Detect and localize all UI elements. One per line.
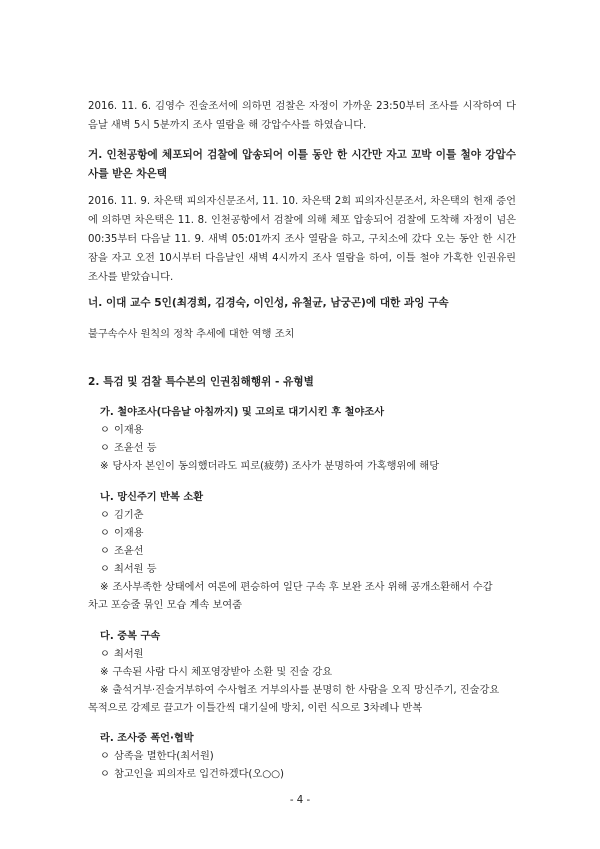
section2-heading: 2. 특검 및 검찰 특수본의 인권침해행위 - 유형별 (88, 376, 314, 388)
list-item (100, 747, 214, 766)
list-item-text: 참고인을 피의자로 입건하겠다(오○○) (114, 769, 284, 780)
section-da-heading: 다. 중복 구속 (100, 631, 161, 642)
list-item-text: 이재용 (114, 528, 144, 539)
intro-paragraph: 2016. 11. 6. 김영수 진술조서에 의하면 검찰은 자정이 가까운 23:50부터 조사를 시작하여 다음날 새벽 5시 5분까지 조사 열람을 해 강압수사를 하였습니다. (88, 101, 516, 131)
section-geo-paragraph: 2016. 11. 9. 차은택 피의자신문조서, 11. 10. 차은택 2회 피의자신문조서, 차은택의 헌재 증언에 의하면 차은택은 11. 8. 인천공항에서 검찰에 의해 체포 압송되어 검찰에 도착해 자정이 넘은 00:35부터 다음날 11. 9. 새벽 05:01까지 조사 열람을 하고, 구치소에 갔다 오는 동안 한 시간 잠을 자고 오전 10시부터 다음날인 새벽 4시까지 조사 열람을 하여, 이틀 철야 가혹한 인권유린 조사를 받았습니다. (88, 196, 516, 283)
note-mark: ※ (100, 582, 109, 593)
note-continuation: 차고 포승줄 묶인 모습 계속 보여줌 (88, 600, 242, 611)
bullet-mark: ㅇ (100, 425, 110, 436)
note-text: 출석거부·진술거부하여 수사협조 거부의사를 분명히 한 사람을 오직 망신주기, 진술강요 (112, 685, 500, 696)
bullet-mark: ㅇ (100, 443, 110, 454)
list-item (100, 439, 157, 458)
list-item (100, 645, 144, 664)
note (100, 681, 499, 700)
list-item (100, 560, 157, 579)
list-item (100, 506, 144, 525)
note (100, 663, 332, 682)
note-text: 구속된 사람 다시 체포영장받아 소환 및 진술 강요 (112, 667, 333, 678)
section-neo-heading: 너. 이대 교수 5인(최경희, 김경숙, 이인성, 유철균, 남궁곤)에 대한 과잉 구속 (88, 297, 449, 309)
list-item-text: 최서원 등 (114, 564, 157, 575)
bullet-mark: ㅇ (100, 769, 110, 780)
section-ga-heading: 가. 철야조사(다음날 아침까지) 및 고의로 대기시킨 후 철야조사 (100, 407, 385, 418)
bullet-mark: ㅇ (100, 528, 110, 539)
section-na-heading: 나. 망신주기 반복 소환 (100, 492, 204, 503)
note (100, 457, 439, 476)
note (100, 578, 493, 597)
list-item (100, 421, 144, 440)
note-mark: ※ (100, 667, 109, 678)
section-neo-paragraph: 불구속수사 원칙의 정착 추세에 대한 역행 조치 (88, 329, 295, 340)
list-item-text: 이재용 (114, 425, 144, 436)
list-item-text: 삼족을 멸한다(최서원) (114, 751, 214, 762)
list-item (100, 542, 144, 561)
note-continuation: 목적으로 강제로 끌고가 이틀간씩 대기실에 방치, 이런 식으로 3차례나 반복 (88, 703, 423, 714)
note-text: 조사부족한 상태에서 여론에 편승하여 일단 구속 후 보완 조사 위해 공개소환해서 수갑 (112, 582, 493, 593)
note-text: 당사자 본인이 동의했더라도 피로(疲勞) 조사가 분명하여 가혹행위에 해당 (112, 461, 440, 472)
list-item-text: 조윤선 (114, 546, 144, 557)
note-mark: ※ (100, 461, 109, 472)
page-number: - 4 - (289, 795, 311, 806)
bullet-mark: ㅇ (100, 751, 110, 762)
section-ra-heading: 라. 조사중 폭언·협박 (100, 733, 194, 744)
list-item-text: 최서원 (114, 649, 144, 660)
note-mark: ※ (100, 685, 109, 696)
list-item-text: 김기춘 (114, 510, 144, 521)
bullet-mark: ㅇ (100, 510, 110, 521)
list-item (100, 524, 144, 543)
bullet-mark: ㅇ (100, 546, 110, 557)
section-geo-heading: 거. 인천공항에 체포되어 검찰에 압송되어 이틀 동안 한 시간만 자고 꼬박 이틀 철야 강압수사를 받은 차은택 (88, 149, 516, 180)
bullet-mark: ㅇ (100, 564, 110, 575)
list-item-text: 조윤선 등 (114, 443, 157, 454)
bullet-mark: ㅇ (100, 649, 110, 660)
list-item (100, 765, 284, 784)
